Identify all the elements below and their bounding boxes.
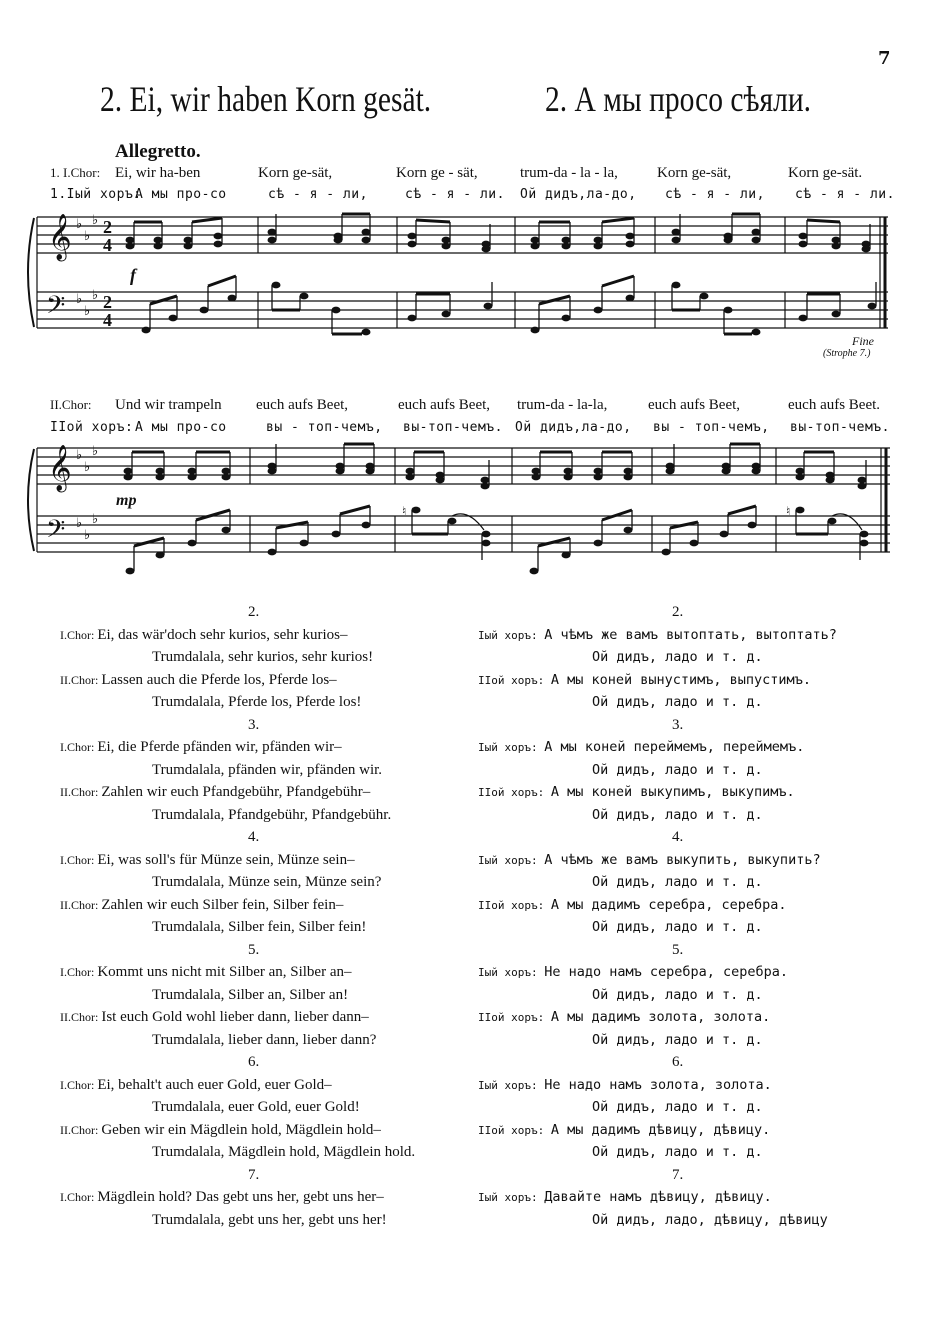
chorus-label: II.Chor: (60, 897, 102, 912)
lyric-word: Ой дидъ,ла-до, (520, 187, 637, 202)
lyric-word: euch aufs Beet, (398, 397, 491, 413)
svg-text:♭: ♭ (84, 528, 91, 543)
verse-text: Ei, das wär'doch sehr kurios, sehr kurios– (97, 626, 348, 643)
chorus-label: 1. I.Chor: (50, 165, 101, 180)
verse-line (478, 739, 804, 755)
chorus-label: Iый хоръ: (478, 1191, 545, 1204)
lyric-word: Korn ge-sät, (657, 165, 732, 181)
svg-text:4: 4 (103, 310, 112, 330)
lyric-word: Korn ge-sät, (258, 165, 333, 181)
lyric-word: Ой дидъ,ла-до, (515, 420, 632, 435)
verse-text: Ei, behalt't auch euer Gold, euer Gold– (97, 1076, 332, 1093)
svg-text:𝄞: 𝄞 (48, 445, 72, 491)
svg-text:♭: ♭ (76, 516, 83, 531)
chorus-label: IIой хоръ: (50, 420, 134, 435)
verse-text: А мы коней выкупимъ, выкупимъ. (550, 784, 795, 800)
verse-text: Trumdalala, pfänden wir, pfänden wir. (152, 761, 383, 778)
verse-line (478, 784, 795, 800)
svg-text:4: 4 (103, 235, 112, 255)
lyric-word: вы - топ-чемъ, (653, 420, 770, 435)
chorus-label: I.Chor: (60, 627, 98, 642)
lyric-word: вы - топ-чемъ, (266, 420, 383, 435)
chorus-label: I.Chor: (60, 1077, 98, 1092)
lyric-word: вы-топ-чемъ. (790, 420, 890, 435)
verse-text: Ой дидъ, ладо и т. д. (592, 874, 763, 890)
svg-text:♭: ♭ (76, 217, 83, 232)
verse-number: 6. (248, 1054, 260, 1070)
verse-line (592, 649, 763, 665)
svg-text:♭: ♭ (84, 460, 91, 475)
verse-text: Ой дидъ, ладо и т. д. (592, 694, 763, 710)
chorus-label: Iый хоръ: (478, 1078, 545, 1092)
lyric-word: сѣ - я - ли. (405, 187, 505, 202)
verse-text: А чѣмъ же вамъ вытоптать, вытоптать? (544, 626, 837, 643)
verse-text: Ei, was soll's für Münze sein, Münze sein– (97, 851, 355, 868)
verse-line (592, 1212, 828, 1228)
verse-text: Geben wir ein Mägdlein hold, Mägdlein hold– (101, 1121, 381, 1138)
verse-number: 7. (248, 1166, 260, 1183)
tempo-marking: Allegretto. (115, 141, 201, 162)
verse-line (592, 762, 763, 778)
lyric-word: сѣ - я - ли, (665, 187, 765, 202)
svg-text:♭: ♭ (84, 304, 91, 319)
verse-line (478, 672, 811, 688)
lyric-word: euch aufs Beet, (648, 397, 741, 413)
verse-text: Trumdalala, sehr kurios, sehr kurios! (152, 649, 374, 665)
page-number: 7 (878, 48, 891, 69)
chorus-label: I.Chor: (60, 852, 98, 867)
chorus-label: I.Chor: (60, 740, 98, 754)
chorus-label: IIой хоръ: (478, 673, 551, 687)
verse-line (478, 964, 788, 980)
verse-line (592, 807, 763, 823)
verse-line (592, 1099, 763, 1115)
chorus-label: IIой хоръ: (478, 1011, 551, 1024)
verse-number: 5. (672, 941, 684, 958)
verse-text: Ой дидъ, ладо и т. д. (592, 806, 763, 823)
verse-text: Trumdalala, Mägdlein hold, Mägdlein hold. (152, 1144, 416, 1160)
chorus-label: Iый хоръ: (478, 628, 545, 642)
verse-text: Ой дидъ, ладо и т. д. (592, 1031, 763, 1048)
lyric-word: euch aufs Beet. (788, 397, 881, 413)
verse-text: А чѣмъ же вамъ выкупить, выкупить? (544, 851, 821, 868)
verse-number: 6. (672, 1054, 684, 1070)
svg-text:♮: ♮ (786, 504, 791, 518)
chorus-label: Iый хоръ: (478, 741, 545, 754)
chorus-label: 1.Iый хоръ: (50, 187, 142, 202)
lyric-word: А мы про-со (135, 187, 227, 202)
chorus-label: IIой хоръ: (478, 898, 551, 912)
verse-text: Ой дидъ, ладо и т. д. (592, 986, 763, 1003)
verse-line (478, 852, 821, 868)
lyric-word: trum-da - la-la, (517, 397, 608, 413)
lyric-word: Und wir trampeln (115, 397, 222, 413)
lyric-word: euch aufs Beet, (256, 397, 349, 413)
verse-line (478, 897, 787, 913)
verse-text: Ой дидъ, ладо и т. д. (592, 1144, 763, 1160)
verse-text: Kommt uns nicht mit Silber an, Silber an– (97, 964, 352, 980)
verse-text: Ой дидъ, ладо и т. д. (592, 761, 763, 778)
verse-number: 5. (248, 941, 260, 958)
verse-line (592, 694, 763, 710)
verse-text: Ой дидъ, ладо и т. д. (592, 919, 763, 935)
verse-text: А мы дадимъ серебра, серебра. (550, 896, 787, 913)
verse-line (592, 987, 763, 1003)
verse-number: 2. (672, 604, 684, 620)
verse-text: Не надо намъ золота, золота. (544, 1076, 772, 1093)
verse-text: Trumdalala, lieber dann, lieber dann? (152, 1031, 377, 1048)
verse-line (478, 627, 837, 643)
svg-text:♭: ♭ (76, 292, 83, 307)
chorus-label: II.Chor: (60, 1010, 102, 1024)
verse-text: Trumdalala, Münze sein, Münze sein? (152, 874, 382, 890)
dynamic-mezzopiano: mp (116, 492, 137, 509)
title-german: 2. Ei, wir haben Korn gesät. (100, 79, 432, 119)
fine-marking: Fine (852, 334, 874, 348)
svg-text:𝄞: 𝄞 (48, 214, 72, 260)
lyric-word: Korn ge - sät, (396, 165, 478, 181)
verse-text: А мы коней вынустимъ, выпустимъ. (550, 671, 811, 688)
verse-text: Trumdalala, Silber an, Silber an! (152, 986, 349, 1003)
verse-line (478, 1009, 770, 1025)
verse-text: Давайте намъ дѣвицу, дѣвицу. (544, 1189, 772, 1205)
verse-number: 3. (248, 716, 260, 733)
lyric-word: Korn ge-sät. (788, 165, 863, 181)
verse-text: Zahlen wir euch Pfandgebühr, Pfandgebühr– (101, 784, 371, 800)
verse-text: Не надо намъ серебра, серебра. (544, 964, 789, 980)
chorus-label: IIой хоръ: (478, 786, 551, 799)
chorus-label: Iый хоръ: (478, 853, 545, 867)
verse-text: Trumdalala, gebt uns her, gebt uns her! (152, 1211, 387, 1228)
chorus-label: Iый хоръ: (478, 966, 545, 979)
svg-text:♭: ♭ (92, 288, 99, 303)
chorus-label: II.Chor: (50, 397, 92, 412)
verse-text: А мы коней переймемъ, переймемъ. (544, 739, 805, 755)
chorus-label: II.Chor: (60, 672, 102, 687)
svg-text:♭: ♭ (92, 444, 99, 459)
verse-line (592, 874, 763, 890)
verse-line (478, 1189, 772, 1205)
fine-note: (Strophe 7.) (823, 348, 871, 359)
chorus-label: I.Chor: (60, 965, 98, 979)
lyric-word: вы-топ-чемъ. (403, 420, 503, 435)
verse-number: 3. (672, 716, 684, 733)
verse-text: Lassen auch die Pferde los, Pferde los– (101, 671, 337, 688)
lyric-word: сѣ - я - ли. (795, 187, 895, 202)
verse-text: А мы дадимъ золота, золота. (550, 1009, 771, 1025)
verse-text: Zahlen wir euch Silber fein, Silber fein– (101, 896, 344, 913)
svg-text:♮: ♮ (402, 504, 407, 518)
svg-text:2: 2 (103, 292, 112, 312)
svg-text:𝄢: 𝄢 (46, 291, 66, 326)
svg-text:𝄢: 𝄢 (46, 515, 66, 550)
verse-number: 2. (248, 604, 260, 620)
lyric-word: А мы про-со (135, 420, 227, 435)
verse-number: 4. (672, 829, 684, 845)
verse-number: 4. (248, 829, 260, 845)
verse-line (478, 1122, 770, 1138)
verse-text: Ist euch Gold wohl lieber dann, lieber dann– (101, 1009, 369, 1025)
lyric-word: trum-da - la - la, (520, 165, 618, 181)
verse-line (592, 919, 763, 935)
verse-text: Trumdalala, Silber fein, Silber fein! (152, 919, 367, 935)
svg-text:♭: ♭ (92, 512, 99, 527)
chorus-label: II.Chor: (60, 1122, 102, 1137)
chorus-label: II.Chor: (60, 785, 102, 799)
verse-text: Trumdalala, Pferde los, Pferde los! (152, 694, 362, 710)
verse-text: Ой дидъ, ладо, дѣвицу, дѣвицу (592, 1211, 828, 1228)
chorus-label: IIой хоръ: (478, 1123, 551, 1137)
title-russian: 2. А мы просо сѣяли. (545, 79, 812, 119)
chorus-label: I.Chor: (60, 1190, 98, 1204)
verse-text: Trumdalala, Pfandgebühr, Pfandgebühr. (152, 806, 392, 823)
verse-line (592, 1144, 763, 1160)
verse-text: Ой дидъ, ладо и т. д. (592, 649, 763, 665)
svg-text:2: 2 (103, 217, 112, 237)
verse-text: Mägdlein hold? Das gebt uns her, gebt uns her– (97, 1189, 384, 1205)
verse-text: Trumdalala, euer Gold, euer Gold! (152, 1099, 360, 1115)
svg-text:♭: ♭ (84, 229, 91, 244)
verse-text: Ой дидъ, ладо и т. д. (592, 1099, 763, 1115)
lyric-word: сѣ - я - ли, (268, 187, 368, 202)
verse-number: 7. (672, 1166, 684, 1183)
dynamic-forte: f (130, 265, 136, 285)
verse-line (478, 1077, 772, 1093)
verse-line (592, 1032, 763, 1048)
svg-text:♭: ♭ (92, 213, 99, 228)
lyric-word: Ei, wir ha-ben (115, 165, 201, 181)
verse-text: Ei, die Pferde pfänden wir, pfänden wir– (97, 739, 342, 755)
svg-text:♭: ♭ (76, 448, 83, 463)
verse-text: А мы дадимъ дѣвицу, дѣвицу. (550, 1121, 771, 1138)
